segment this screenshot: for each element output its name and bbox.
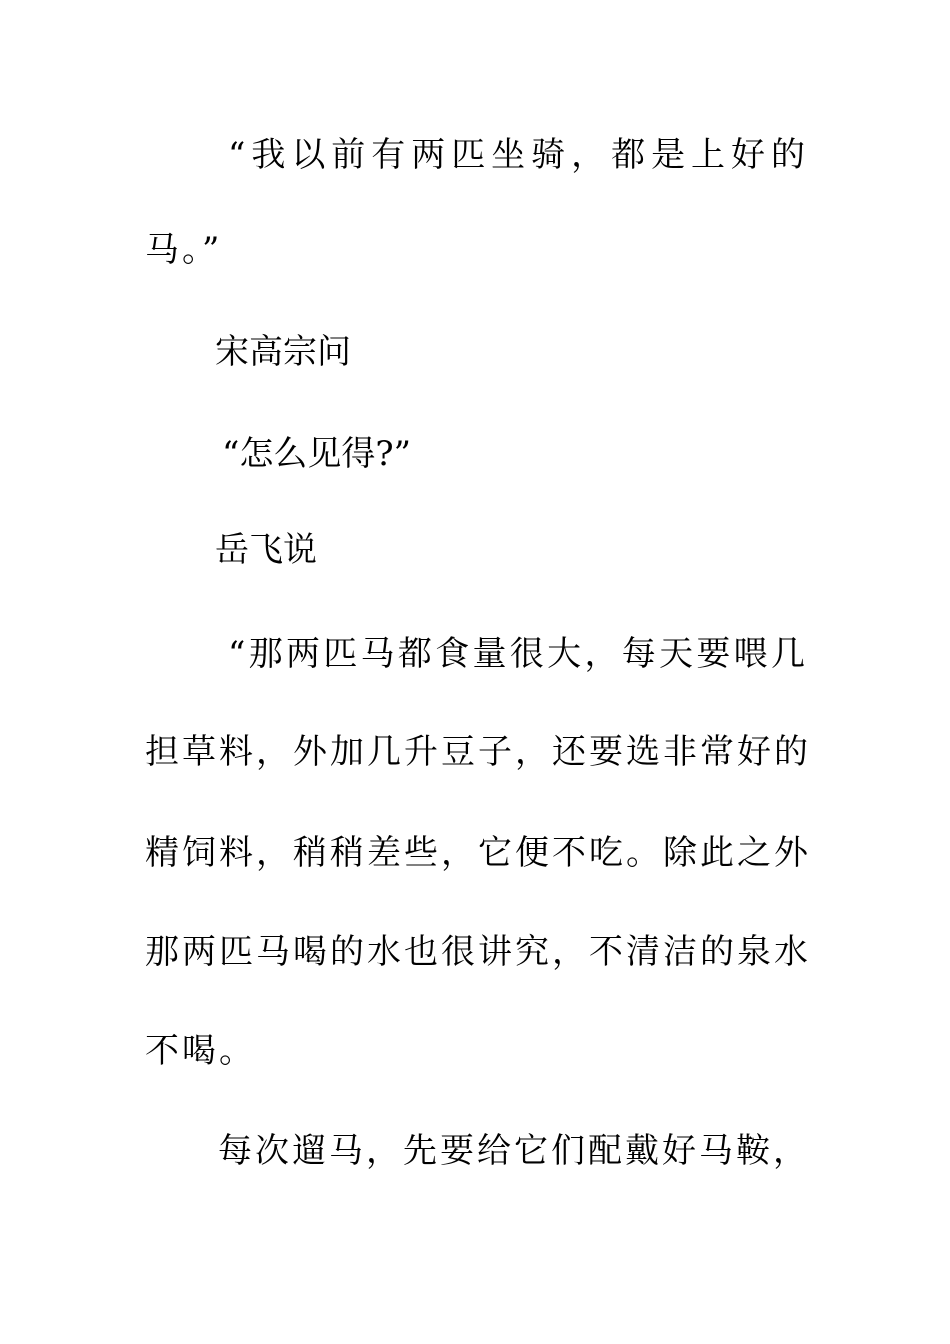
text-line-11: 每次遛马，先要给它们配戴好马鞍， — [218, 1131, 810, 1171]
text-line-6: “那两匹马都食量很大，每天要喂几 — [228, 634, 808, 674]
text-line-4: “怎么见得?” — [222, 434, 411, 474]
text-line-3: 宋高宗问 — [215, 332, 351, 372]
text-line-8: 精饲料，稍稍差些，它便不吃。除此之外 — [145, 833, 811, 873]
text-line-5: 岳飞说 — [215, 530, 317, 570]
text-line-2: 马。” — [145, 230, 223, 270]
text-line-9: 那两匹马喝的水也很讲究，不清洁的泉水 — [145, 932, 811, 972]
text-line-7: 担草料，外加几升豆子，还要选非常好的 — [145, 732, 811, 772]
text-line-1: “我以前有两匹坐骑，都是上好的 — [228, 135, 808, 175]
text-line-10: 不喝。 — [145, 1031, 256, 1071]
